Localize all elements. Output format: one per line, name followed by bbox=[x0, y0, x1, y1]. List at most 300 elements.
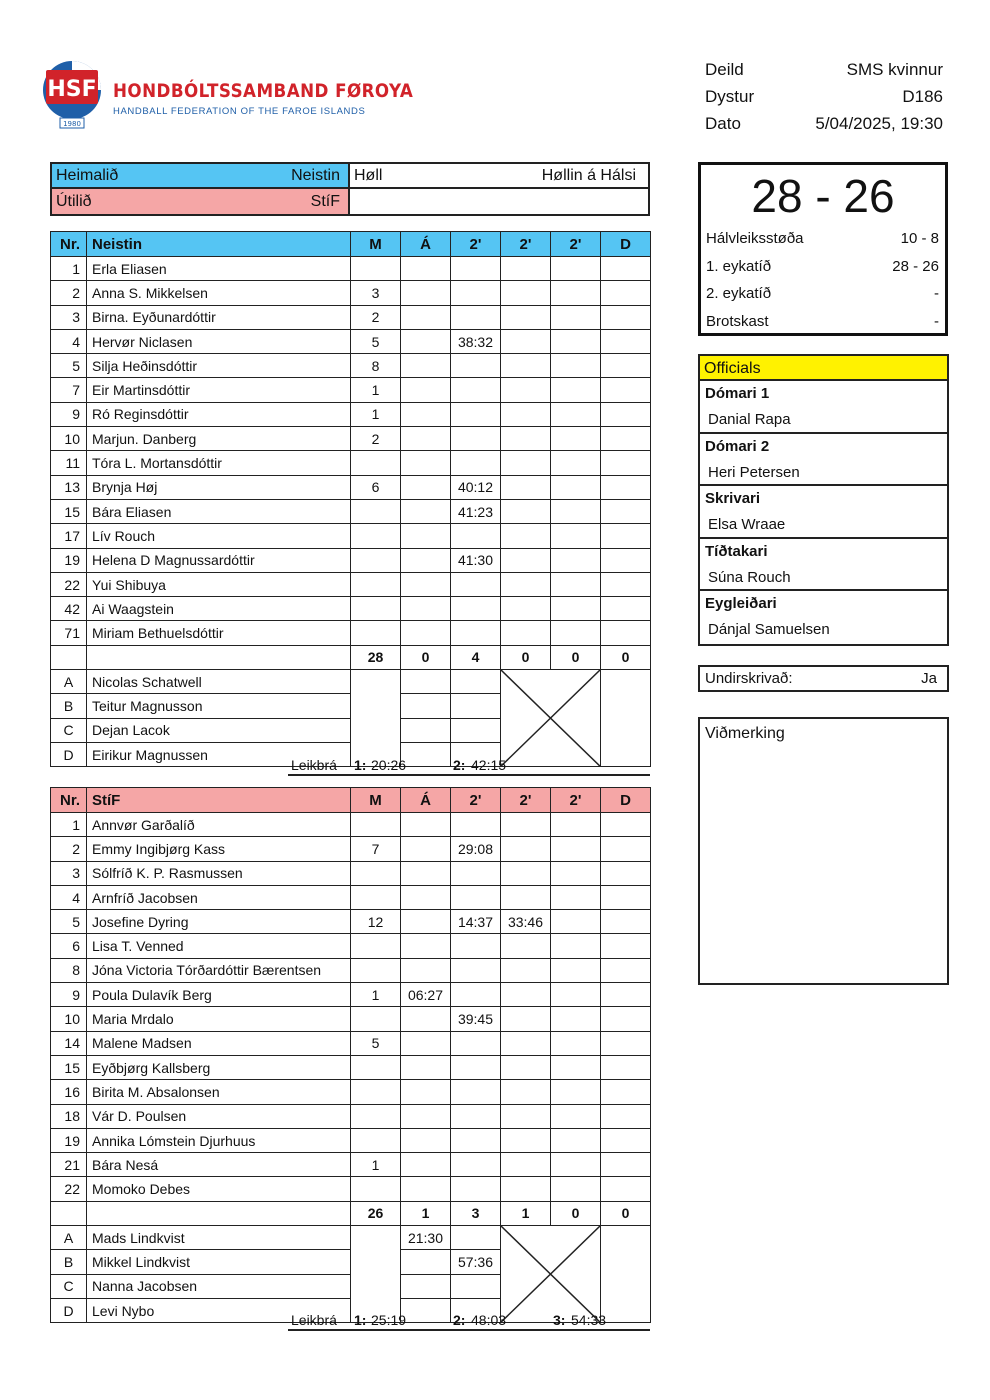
player-disqualification bbox=[601, 885, 651, 909]
home-team-table bbox=[50, 231, 651, 767]
player-goals bbox=[351, 934, 401, 958]
player-goals bbox=[351, 861, 401, 885]
federation-logo bbox=[38, 60, 414, 135]
officials-title: Officials bbox=[700, 356, 947, 381]
player-suspension-2 bbox=[501, 475, 551, 499]
timeout-label: Leikbrá bbox=[291, 1312, 337, 1328]
player-suspension-3 bbox=[551, 329, 601, 353]
staff-goals-blank bbox=[351, 670, 401, 767]
timeout-1-value: 25:19 bbox=[371, 1312, 407, 1328]
player-number: 71 bbox=[51, 621, 87, 645]
extra-time-1-value: 28 - 26 bbox=[892, 257, 939, 275]
player-suspension-2: 33:46 bbox=[501, 910, 551, 934]
player-disqualification bbox=[601, 451, 651, 475]
referee-1-name: Danial Rapa bbox=[708, 411, 791, 428]
staff-name: Teitur Magnusson bbox=[87, 694, 351, 718]
scorer-block bbox=[700, 486, 947, 539]
penalty-row bbox=[701, 308, 945, 336]
player-suspension-3 bbox=[551, 1055, 601, 1079]
player-suspension-2 bbox=[501, 1153, 551, 1177]
player-suspension-1: 40:12 bbox=[451, 475, 501, 499]
player-suspension-1: 14:37 bbox=[451, 910, 501, 934]
player-goals bbox=[351, 451, 401, 475]
player-name: Hervør Niclasen bbox=[87, 329, 351, 353]
player-warning bbox=[401, 1007, 451, 1031]
player-warning bbox=[401, 885, 451, 909]
player-row bbox=[51, 524, 651, 548]
player-goals bbox=[351, 958, 401, 982]
player-suspension-3 bbox=[551, 861, 601, 885]
timeout-1-value: 20:26 bbox=[371, 757, 407, 773]
player-name: Ró Reginsdóttir bbox=[87, 402, 351, 426]
player-disqualification bbox=[601, 1007, 651, 1031]
player-disqualification bbox=[601, 1080, 651, 1104]
col-suspension-3-header: 2' bbox=[551, 232, 601, 257]
player-name: Malene Madsen bbox=[87, 1031, 351, 1055]
player-number: 3 bbox=[51, 305, 87, 329]
player-suspension-1 bbox=[451, 1153, 501, 1177]
player-row bbox=[51, 837, 651, 861]
player-row bbox=[51, 402, 651, 426]
player-goals bbox=[351, 499, 401, 523]
total-suspensions-3: 0 bbox=[551, 645, 601, 669]
timeout-2-key: 2: bbox=[453, 757, 466, 773]
player-suspension-3 bbox=[551, 281, 601, 305]
logo-subtitle: HANDBALL FEDERATION OF THE FAROE ISLANDS bbox=[113, 106, 366, 117]
player-disqualification bbox=[601, 378, 651, 402]
player-disqualification bbox=[601, 257, 651, 281]
player-goals bbox=[351, 572, 401, 596]
staff-suspension bbox=[451, 718, 501, 742]
player-suspension-1 bbox=[451, 1128, 501, 1152]
timeout-2-key: 2: bbox=[453, 1312, 466, 1328]
player-row bbox=[51, 451, 651, 475]
player-row bbox=[51, 1007, 651, 1031]
player-suspension-1 bbox=[451, 402, 501, 426]
player-suspension-3 bbox=[551, 1153, 601, 1177]
player-row bbox=[51, 1128, 651, 1152]
player-warning: 06:27 bbox=[401, 983, 451, 1007]
player-disqualification bbox=[601, 281, 651, 305]
player-suspension-1 bbox=[451, 281, 501, 305]
player-goals: 5 bbox=[351, 329, 401, 353]
player-disqualification bbox=[601, 983, 651, 1007]
player-suspension-3 bbox=[551, 934, 601, 958]
staff-row bbox=[51, 1226, 651, 1250]
timeout-1-key: 1: bbox=[354, 757, 367, 773]
player-row bbox=[51, 499, 651, 523]
player-suspension-1 bbox=[451, 524, 501, 548]
staff-warning bbox=[401, 1274, 451, 1298]
staff-suspension bbox=[451, 1226, 501, 1250]
staff-suspension bbox=[451, 1274, 501, 1298]
player-suspension-1 bbox=[451, 1104, 501, 1128]
player-disqualification bbox=[601, 329, 651, 353]
player-suspension-1 bbox=[451, 1177, 501, 1201]
total-suspensions-3: 0 bbox=[551, 1201, 601, 1225]
player-suspension-3 bbox=[551, 354, 601, 378]
total-suspensions-1: 4 bbox=[451, 645, 501, 669]
player-suspension-2 bbox=[501, 597, 551, 621]
player-row bbox=[51, 281, 651, 305]
col-suspension-3-header: 2' bbox=[551, 788, 601, 813]
player-goals: 5 bbox=[351, 1031, 401, 1055]
player-suspension-1 bbox=[451, 257, 501, 281]
player-goals bbox=[351, 524, 401, 548]
player-suspension-1 bbox=[451, 378, 501, 402]
player-suspension-3 bbox=[551, 910, 601, 934]
dystur-row bbox=[705, 83, 943, 110]
halftime-value: 10 - 8 bbox=[900, 230, 939, 247]
player-suspension-3 bbox=[551, 1080, 601, 1104]
remark-label: Viðmerking bbox=[705, 725, 785, 742]
player-suspension-1: 41:30 bbox=[451, 548, 501, 572]
player-number: 15 bbox=[51, 499, 87, 523]
player-disqualification bbox=[601, 621, 651, 645]
final-score: 28 - 26 bbox=[751, 170, 895, 222]
player-warning bbox=[401, 451, 451, 475]
staff-letter: A bbox=[51, 1226, 87, 1250]
player-disqualification bbox=[601, 934, 651, 958]
player-suspension-3 bbox=[551, 1104, 601, 1128]
player-name: Helena D Magnussardóttir bbox=[87, 548, 351, 572]
staff-warning bbox=[401, 670, 451, 694]
total-goals: 28 bbox=[351, 645, 401, 669]
signed-box bbox=[698, 665, 949, 692]
player-warning bbox=[401, 305, 451, 329]
player-number: 42 bbox=[51, 597, 87, 621]
col-nr-header: Nr. bbox=[51, 788, 87, 813]
staff-suspension bbox=[451, 670, 501, 694]
player-warning bbox=[401, 1153, 451, 1177]
staff-letter: D bbox=[51, 1298, 87, 1322]
player-suspension-3 bbox=[551, 1007, 601, 1031]
player-name: Josefine Dyring bbox=[87, 910, 351, 934]
player-suspension-2 bbox=[501, 354, 551, 378]
player-name: Birita M. Absalonsen bbox=[87, 1080, 351, 1104]
extra-time-1-label: 1. eykatíð bbox=[706, 257, 772, 275]
col-team-header: Neistin bbox=[87, 232, 351, 257]
player-name: Lív Rouch bbox=[87, 524, 351, 548]
hall-label: Høll bbox=[354, 166, 383, 184]
timeout-3-value: 54:33 bbox=[571, 1312, 607, 1328]
player-disqualification bbox=[601, 572, 651, 596]
player-warning bbox=[401, 548, 451, 572]
player-number: 3 bbox=[51, 861, 87, 885]
timeout-label: Leikbrá bbox=[291, 757, 337, 773]
table-header-row bbox=[51, 232, 651, 257]
home-label: Heimalið bbox=[56, 166, 119, 184]
referee-2-role: Dómari 2 bbox=[705, 437, 770, 455]
player-row bbox=[51, 378, 651, 402]
player-row bbox=[51, 548, 651, 572]
player-suspension-3 bbox=[551, 958, 601, 982]
player-name: Annika Lómstein Djurhuus bbox=[87, 1128, 351, 1152]
player-name: Emmy Ingibjørg Kass bbox=[87, 837, 351, 861]
player-suspension-3 bbox=[551, 427, 601, 451]
player-disqualification bbox=[601, 475, 651, 499]
player-number: 1 bbox=[51, 257, 87, 281]
player-warning bbox=[401, 1128, 451, 1152]
player-number: 22 bbox=[51, 1177, 87, 1201]
staff-warning: 21:30 bbox=[401, 1226, 451, 1250]
player-name: Lisa T. Venned bbox=[87, 934, 351, 958]
staff-suspension bbox=[451, 694, 501, 718]
player-number: 7 bbox=[51, 378, 87, 402]
player-goals bbox=[351, 1104, 401, 1128]
player-name: Miriam Bethuelsdóttir bbox=[87, 621, 351, 645]
staff-letter: A bbox=[51, 670, 87, 694]
col-warning-header: Á bbox=[401, 788, 451, 813]
player-number: 8 bbox=[51, 958, 87, 982]
player-number: 19 bbox=[51, 548, 87, 572]
player-goals: 2 bbox=[351, 305, 401, 329]
player-suspension-1 bbox=[451, 354, 501, 378]
player-row bbox=[51, 1177, 651, 1201]
remark-box bbox=[698, 717, 949, 985]
player-number: 11 bbox=[51, 451, 87, 475]
player-number: 15 bbox=[51, 1055, 87, 1079]
player-suspension-1 bbox=[451, 597, 501, 621]
player-warning bbox=[401, 910, 451, 934]
col-suspension-2-header: 2' bbox=[501, 232, 551, 257]
player-disqualification bbox=[601, 958, 651, 982]
player-row bbox=[51, 257, 651, 281]
player-warning bbox=[401, 1177, 451, 1201]
total-warnings: 1 bbox=[401, 1201, 451, 1225]
player-suspension-3 bbox=[551, 524, 601, 548]
player-suspension-1: 39:45 bbox=[451, 1007, 501, 1031]
cross-icon bbox=[501, 1226, 600, 1322]
player-row bbox=[51, 885, 651, 909]
player-suspension-2 bbox=[501, 1080, 551, 1104]
totals-row bbox=[51, 1201, 651, 1225]
player-number: 22 bbox=[51, 572, 87, 596]
player-row bbox=[51, 934, 651, 958]
halftime-label: Hálvleiksstøða bbox=[706, 230, 804, 247]
signed-label: Undirskrivað: bbox=[705, 670, 793, 687]
player-suspension-3 bbox=[551, 983, 601, 1007]
player-warning bbox=[401, 257, 451, 281]
player-disqualification bbox=[601, 813, 651, 837]
away-timeouts bbox=[288, 1311, 650, 1331]
player-suspension-1 bbox=[451, 1055, 501, 1079]
player-disqualification bbox=[601, 402, 651, 426]
player-suspension-2 bbox=[501, 1128, 551, 1152]
col-disqualification-header: D bbox=[601, 232, 651, 257]
player-number: 9 bbox=[51, 402, 87, 426]
player-goals bbox=[351, 1055, 401, 1079]
player-suspension-1 bbox=[451, 983, 501, 1007]
player-suspension-1: 29:08 bbox=[451, 837, 501, 861]
player-name: Bára Nesá bbox=[87, 1153, 351, 1177]
player-suspension-3 bbox=[551, 305, 601, 329]
cross-icon bbox=[501, 670, 600, 766]
empty-cell bbox=[350, 189, 648, 214]
player-row bbox=[51, 597, 651, 621]
extra-time-2-row bbox=[701, 280, 945, 308]
player-goals: 6 bbox=[351, 475, 401, 499]
player-suspension-2 bbox=[501, 305, 551, 329]
staff-crossed-cell bbox=[501, 1226, 601, 1323]
total-disqualifications: 0 bbox=[601, 645, 651, 669]
away-header-row bbox=[52, 189, 648, 214]
player-warning bbox=[401, 475, 451, 499]
player-suspension-1 bbox=[451, 958, 501, 982]
player-name: Erla Eliasen bbox=[87, 257, 351, 281]
player-suspension-2 bbox=[501, 958, 551, 982]
player-suspension-3 bbox=[551, 402, 601, 426]
dato-label: Dato bbox=[705, 114, 741, 133]
dystur-label: Dystur bbox=[705, 87, 755, 106]
player-warning bbox=[401, 572, 451, 596]
away-team-table bbox=[50, 787, 651, 1323]
player-suspension-2 bbox=[501, 813, 551, 837]
player-goals bbox=[351, 548, 401, 572]
referee-2-block bbox=[700, 434, 947, 487]
staff-disqualification bbox=[601, 1226, 651, 1323]
player-disqualification bbox=[601, 837, 651, 861]
player-suspension-2 bbox=[501, 427, 551, 451]
staff-letter: C bbox=[51, 718, 87, 742]
player-suspension-1 bbox=[451, 427, 501, 451]
player-suspension-3 bbox=[551, 378, 601, 402]
player-suspension-2 bbox=[501, 402, 551, 426]
player-disqualification bbox=[601, 861, 651, 885]
player-suspension-3 bbox=[551, 451, 601, 475]
player-suspension-3 bbox=[551, 499, 601, 523]
staff-row bbox=[51, 670, 651, 694]
player-disqualification bbox=[601, 1104, 651, 1128]
totals-name bbox=[87, 645, 351, 669]
extra-time-1-row bbox=[701, 253, 945, 281]
player-name: Tóra L. Mortansdóttir bbox=[87, 451, 351, 475]
player-number: 21 bbox=[51, 1153, 87, 1177]
player-number: 2 bbox=[51, 837, 87, 861]
player-suspension-2 bbox=[501, 1177, 551, 1201]
timeout-1-key: 1: bbox=[354, 1312, 367, 1328]
extra-time-2-label: 2. eykatíð bbox=[706, 285, 772, 302]
player-suspension-2 bbox=[501, 499, 551, 523]
player-suspension-2 bbox=[501, 1055, 551, 1079]
staff-goals-blank bbox=[351, 1226, 401, 1323]
logo-name: HONDBÓLTSSAMBAND FØROYA bbox=[113, 80, 414, 102]
player-goals bbox=[351, 1177, 401, 1201]
delegate-block bbox=[700, 591, 947, 644]
player-number: 17 bbox=[51, 524, 87, 548]
player-suspension-3 bbox=[551, 1031, 601, 1055]
player-name: Ai Waagstein bbox=[87, 597, 351, 621]
totals-nr bbox=[51, 1201, 87, 1225]
player-row bbox=[51, 1031, 651, 1055]
player-warning bbox=[401, 597, 451, 621]
timeout-3-key: 3: bbox=[553, 1312, 566, 1328]
svg-text:HSF: HSF bbox=[47, 77, 97, 102]
player-suspension-2 bbox=[501, 378, 551, 402]
player-disqualification bbox=[601, 1128, 651, 1152]
player-suspension-1: 38:32 bbox=[451, 329, 501, 353]
player-goals bbox=[351, 597, 401, 621]
player-suspension-2 bbox=[501, 572, 551, 596]
player-row bbox=[51, 813, 651, 837]
player-row bbox=[51, 621, 651, 645]
player-goals bbox=[351, 257, 401, 281]
player-name: Silja Heðinsdóttir bbox=[87, 354, 351, 378]
player-number: 13 bbox=[51, 475, 87, 499]
total-suspensions-1: 3 bbox=[451, 1201, 501, 1225]
staff-letter: D bbox=[51, 742, 87, 766]
player-suspension-1 bbox=[451, 934, 501, 958]
player-number: 10 bbox=[51, 1007, 87, 1031]
referee-1-block bbox=[700, 381, 947, 434]
player-warning bbox=[401, 378, 451, 402]
totals-nr bbox=[51, 645, 87, 669]
player-disqualification bbox=[601, 597, 651, 621]
player-warning bbox=[401, 1055, 451, 1079]
player-row bbox=[51, 861, 651, 885]
player-goals bbox=[351, 1080, 401, 1104]
col-suspension-2-header: 2' bbox=[501, 788, 551, 813]
player-number: 1 bbox=[51, 813, 87, 837]
player-name: Birna. Eyðunardóttir bbox=[87, 305, 351, 329]
staff-letter: B bbox=[51, 1250, 87, 1274]
player-row bbox=[51, 475, 651, 499]
player-warning bbox=[401, 621, 451, 645]
total-disqualifications: 0 bbox=[601, 1201, 651, 1225]
col-suspension-1-header: 2' bbox=[451, 232, 501, 257]
player-suspension-3 bbox=[551, 621, 601, 645]
player-suspension-2 bbox=[501, 861, 551, 885]
penalty-value: - bbox=[934, 312, 939, 330]
player-suspension-2 bbox=[501, 524, 551, 548]
dato-row bbox=[705, 110, 943, 137]
deild-value: SMS kvinnur bbox=[846, 60, 943, 79]
player-row bbox=[51, 1104, 651, 1128]
table-header-row bbox=[51, 788, 651, 813]
col-suspension-1-header: 2' bbox=[451, 788, 501, 813]
player-suspension-2 bbox=[501, 885, 551, 909]
total-suspensions-2: 1 bbox=[501, 1201, 551, 1225]
player-name: Vár D. Poulsen bbox=[87, 1104, 351, 1128]
player-row bbox=[51, 1055, 651, 1079]
player-suspension-3 bbox=[551, 257, 601, 281]
staff-warning bbox=[401, 1250, 451, 1274]
scorer-name: Elsa Wraae bbox=[708, 516, 786, 533]
hall-cell bbox=[350, 164, 648, 187]
extra-time-2-value: - bbox=[934, 285, 939, 302]
player-suspension-1 bbox=[451, 1080, 501, 1104]
score-box bbox=[698, 162, 948, 336]
player-goals: 12 bbox=[351, 910, 401, 934]
player-disqualification bbox=[601, 1177, 651, 1201]
player-suspension-1 bbox=[451, 885, 501, 909]
player-goals: 3 bbox=[351, 281, 401, 305]
player-name: Poula Dulavík Berg bbox=[87, 983, 351, 1007]
player-number: 19 bbox=[51, 1128, 87, 1152]
staff-disqualification bbox=[601, 670, 651, 767]
player-suspension-1 bbox=[451, 621, 501, 645]
player-number: 4 bbox=[51, 885, 87, 909]
player-goals: 7 bbox=[351, 837, 401, 861]
totals-name bbox=[87, 1201, 351, 1225]
staff-name: Nanna Jacobsen bbox=[87, 1274, 351, 1298]
staff-warning bbox=[401, 718, 451, 742]
player-number: 5 bbox=[51, 354, 87, 378]
player-disqualification bbox=[601, 1031, 651, 1055]
player-name: Brynja Høj bbox=[87, 475, 351, 499]
player-warning bbox=[401, 1031, 451, 1055]
player-suspension-1 bbox=[451, 305, 501, 329]
